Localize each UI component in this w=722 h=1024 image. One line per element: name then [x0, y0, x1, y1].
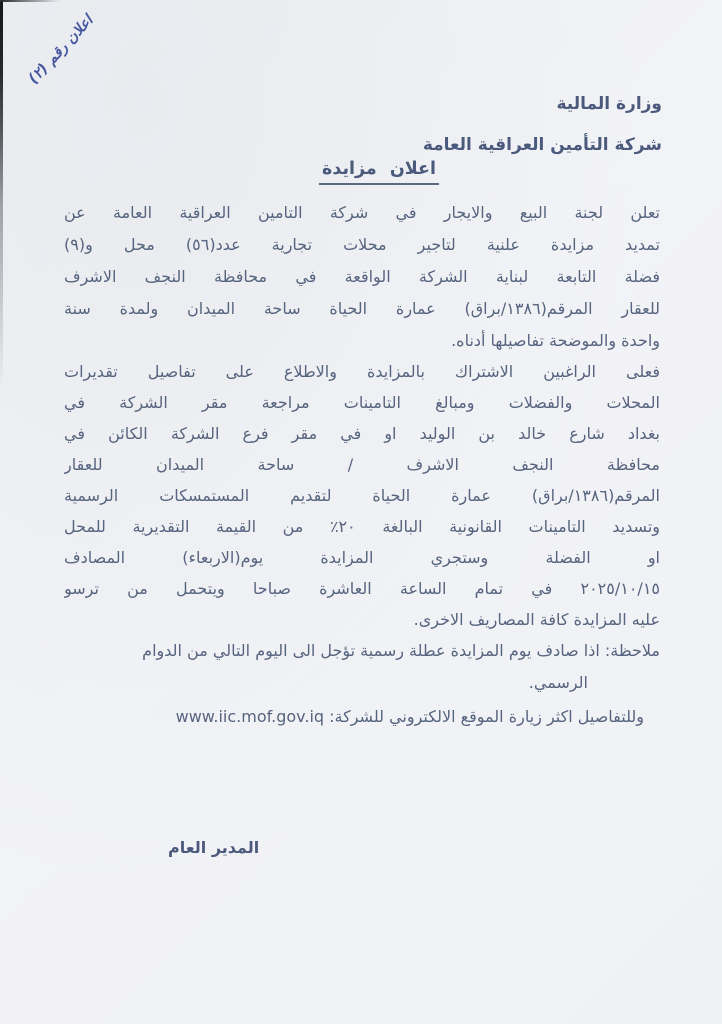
website-text: وللتفاصيل اكثر زيارة الموقع الالكتروني للشركة:	[329, 707, 644, 726]
text-line: للعقار المرقم(١٣٨٦/براق) عمارة الحياة ساحة الميدان ولمدة سنة	[64, 299, 660, 318]
text-line	[64, 701, 660, 733]
text-line: تمديد مزايدة علنية لتاجير محلات تجارية عدد(٥٦) محل و(٩)	[64, 235, 660, 254]
text-line: فعلى الراغبين الاشتراك بالمزايدة والاطلاع على تفاصيل تقديرات	[64, 362, 660, 381]
text-line: فضلة التابعة لبناية الشركة الواقعة في محافظة النجف الاشرف	[64, 267, 660, 286]
text-line: المرقم(١٣٨٦/براق) عمارة الحياة لتقديم المستمسكات الرسمية	[64, 486, 660, 505]
paragraph-announcement	[64, 197, 660, 357]
note-paragraph	[64, 635, 660, 699]
text-line: الرسمي.	[528, 673, 588, 692]
text-line: عليه المزايدة كافة المصاريف الاخرى.	[413, 610, 660, 629]
text-line: تعلن لجنة البيع والايجار في شركة التامين العراقية العامة عن	[64, 203, 660, 222]
text-line: واحدة والموضحة تفاصيلها أدناه.	[451, 331, 660, 350]
title-row	[0, 159, 722, 185]
handwritten-annotation: اعلان رقم (٢)	[25, 12, 97, 88]
document-title: اعلان مزايدة	[319, 159, 439, 185]
text-line: محافظة النجف الاشرف / ساحة الميدان للعقار	[64, 455, 660, 474]
document-header	[423, 84, 662, 166]
scan-edge-artifact	[0, 0, 3, 1024]
company-name: شركة التأمين العراقية العامة	[422, 135, 662, 155]
signature-general-manager: المدير العام	[168, 838, 260, 857]
text-line: او الفضلة وستجري المزايدة يوم(الاربعاء) المصادف	[64, 548, 660, 567]
ministry-name: وزارة المالية	[556, 94, 662, 114]
website-url: www.iic.mof.gov.iq	[175, 707, 325, 726]
text-line: المحلات والفضلات ومبالغ التامينات مراجعة مقر الشركة في	[64, 393, 660, 412]
text-line: وتسديد التامينات القانونية البالغة ٢٠٪ من القيمة التقديرية للمحل	[64, 517, 660, 536]
text-line: بغداد شارع خالد بن الوليد او في مقر فرع الشركة الكائن في	[64, 424, 660, 443]
scan-edge-artifact	[0, 0, 60, 2]
paragraph-details	[64, 356, 660, 635]
website-paragraph	[64, 701, 660, 733]
text-line: ملاحظة: اذا صادف يوم المزايدة عطلة رسمية تؤجل الى اليوم التالي من الدوام	[142, 641, 660, 660]
text-line: ٢٠٢٥/١٠/١٥ في تمام الساعة العاشرة صباحا ويتحمل من ترسو	[64, 579, 660, 598]
